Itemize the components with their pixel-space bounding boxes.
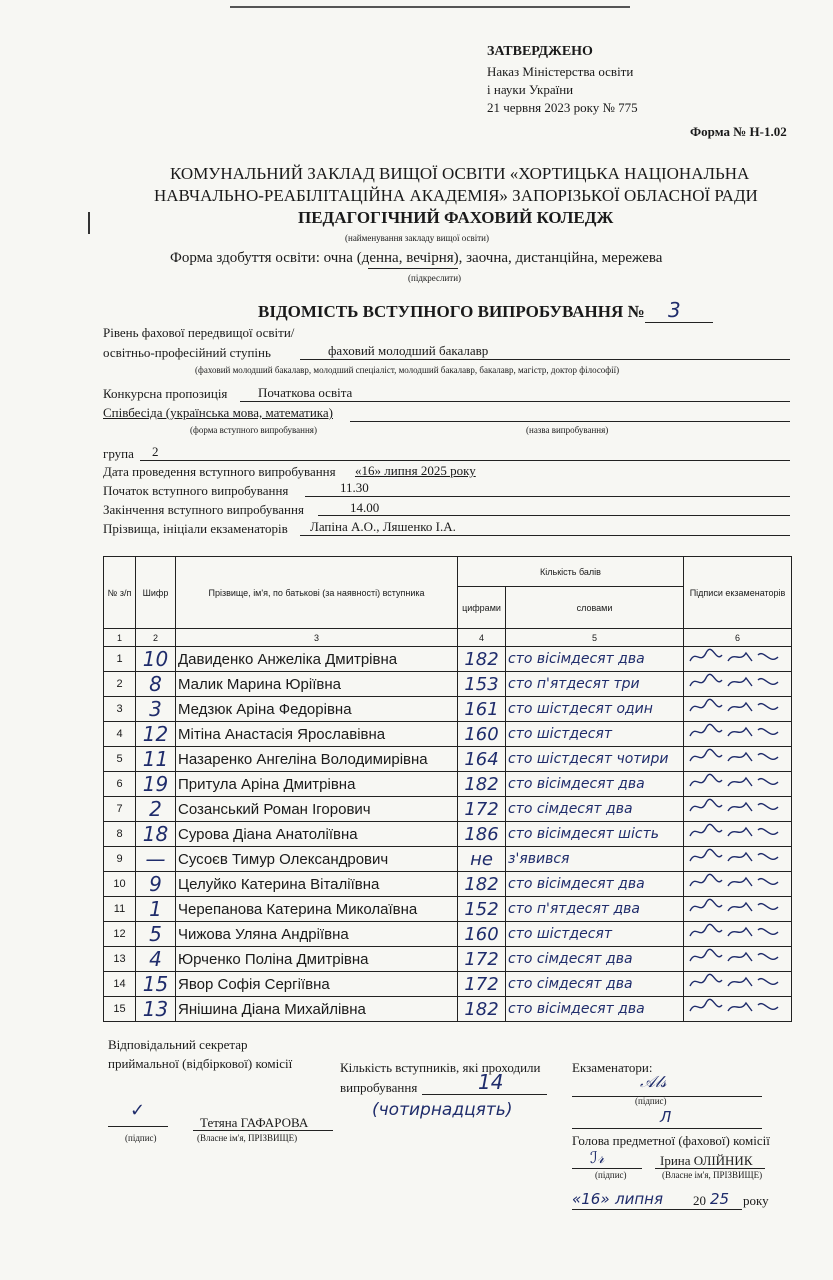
row-signatures [684, 772, 792, 797]
row-cipher: 5 [136, 922, 176, 947]
signature-scribble [686, 897, 786, 917]
header-num: № з/п [104, 557, 136, 629]
count-label2: випробування [340, 1080, 418, 1095]
secretary-signature: ✓ [130, 1100, 146, 1121]
row-name: Созанський Роман Ігорович [176, 797, 458, 822]
row-cipher: 1 [136, 897, 176, 922]
row-score-words: сто сімдесят два [506, 972, 684, 997]
row-cipher: 11 [136, 747, 176, 772]
institution-line1: КОМУНАЛЬНИЙ ЗАКЛАД ВИЩОЇ ОСВІТИ «ХОРТИЦЬКА НАЦІОНАЛЬНА [170, 164, 750, 183]
group-value: 2 [152, 444, 159, 459]
row-number: 11 [104, 897, 136, 922]
row-number: 12 [104, 922, 136, 947]
signature-scribble [686, 847, 786, 867]
table-row [104, 672, 792, 697]
table-row [104, 897, 792, 922]
footer-date-day: «16» [572, 1190, 610, 1208]
row-name: Сурова Діана Анатоліївна [176, 822, 458, 847]
count-label1: Кількість вступників, які проходили [340, 1060, 541, 1075]
results-table [103, 556, 792, 1022]
row-signatures [684, 947, 792, 972]
secretary-name-line [193, 1130, 333, 1131]
exam-caption-left: (форма вступного випробування) [190, 425, 317, 435]
col-number-2: 2 [136, 629, 176, 647]
level-label2: освітньо-професійний ступінь [103, 345, 271, 360]
row-score-words: з'явився [506, 847, 684, 872]
signature-scribble [686, 747, 786, 767]
row-cipher: 15 [136, 972, 176, 997]
study-form: Форма здобуття освіти: очна (денна, вечірня), заочна, дистанційна, мережева [170, 250, 663, 266]
commission-name-line [655, 1168, 765, 1169]
approval-line2: і науки України [487, 82, 574, 97]
row-cipher: 4 [136, 947, 176, 972]
approval-line1: Наказ Міністерства освіти [487, 64, 634, 79]
document-title: ВІДОМІСТЬ ВСТУПНОГО ВИПРОБУВАННЯ № [258, 302, 645, 321]
footer-date-month: липня [615, 1190, 663, 1208]
date-value: «16» липня 2025 року [355, 463, 476, 478]
col-number-5: 5 [506, 629, 684, 647]
level-underline [300, 359, 790, 360]
secretary-sign-caption: (підпис) [125, 1133, 157, 1143]
row-score-digits: 172 [458, 947, 506, 972]
page-top-edge [230, 0, 630, 8]
row-score-words: сто п'ятдесят два [506, 897, 684, 922]
row-score-words: сто вісімдесят два [506, 772, 684, 797]
signature-scribble [686, 822, 786, 842]
signature-scribble [686, 722, 786, 742]
row-score-digits: 186 [458, 822, 506, 847]
competition-underline [240, 401, 790, 402]
row-number: 2 [104, 672, 136, 697]
row-score-digits: 160 [458, 722, 506, 747]
row-name: Чижова Уляна Андріївна [176, 922, 458, 947]
examiner-line-1 [572, 1096, 762, 1097]
row-score-digits: 152 [458, 897, 506, 922]
row-signatures [684, 972, 792, 997]
row-score-words: сто шістдесят [506, 722, 684, 747]
group-underline [140, 460, 790, 461]
secretary-label1: Відповідальний секретар [108, 1037, 248, 1052]
row-score-digits: 182 [458, 997, 506, 1022]
start-value: 11.30 [340, 480, 369, 495]
row-signatures [684, 672, 792, 697]
document-title-number: 3 [668, 298, 681, 322]
signature-scribble [686, 697, 786, 717]
table-row [104, 972, 792, 997]
table-row [104, 647, 792, 672]
row-signatures [684, 922, 792, 947]
examiner-signature-1: 𝒜𝓁𝓈 [640, 1072, 667, 1091]
row-cipher: 2 [136, 797, 176, 822]
row-number: 4 [104, 722, 136, 747]
footer-date-suffix: року [743, 1193, 769, 1208]
row-cipher: 19 [136, 772, 176, 797]
row-score-digits: 161 [458, 697, 506, 722]
row-number: 7 [104, 797, 136, 822]
row-cipher: 10 [136, 647, 176, 672]
row-number: 3 [104, 697, 136, 722]
row-score-digits: 153 [458, 672, 506, 697]
table-row [104, 747, 792, 772]
table-row [104, 697, 792, 722]
footer-date-year-suffix: 25 [710, 1190, 730, 1208]
table-row [104, 772, 792, 797]
table-row [104, 872, 792, 897]
row-score-digits: 172 [458, 797, 506, 822]
signature-scribble [686, 672, 786, 692]
approval-title: ЗАТВЕРДЖЕНО [487, 44, 593, 59]
level-caption: (фаховий молодший бакалавр, молодший спеціаліст, молодший бакалавр, бакалавр, магістр, доктор філософії) [195, 365, 620, 375]
row-name: Давиденко Анжеліка Дмитрівна [176, 647, 458, 672]
table-row [104, 797, 792, 822]
col-number-3: 3 [176, 629, 458, 647]
col-number-1: 1 [104, 629, 136, 647]
table-row [104, 722, 792, 747]
signature-scribble [686, 647, 786, 667]
institution-caption: (найменування закладу вищої освіти) [345, 233, 489, 243]
row-name: Притула Аріна Дмитрівна [176, 772, 458, 797]
row-cipher: 9 [136, 872, 176, 897]
row-name: Черепанова Катерина Миколаївна [176, 897, 458, 922]
row-signatures [684, 822, 792, 847]
secretary-sign-line [108, 1126, 168, 1127]
study-form-caption: (підкреслити) [408, 273, 462, 283]
commission-signature: ℐ𝓇 [590, 1148, 605, 1167]
group-label: група [103, 446, 134, 461]
row-signatures [684, 997, 792, 1022]
row-signatures [684, 797, 792, 822]
col-number-4: 4 [458, 629, 506, 647]
examiners-label: Прізвища, ініціали екзаменаторів [103, 521, 288, 536]
count-words: (чотирнадцять) [372, 1100, 513, 1120]
row-signatures [684, 697, 792, 722]
date-label: Дата проведення вступного випробування [103, 464, 336, 479]
commission-sign-line [572, 1168, 642, 1169]
signature-scribble [686, 872, 786, 892]
signature-scribble [686, 922, 786, 942]
row-number: 1 [104, 647, 136, 672]
header-words: словами [506, 587, 684, 629]
row-score-digits: 160 [458, 922, 506, 947]
row-score-words: сто п'ятдесят три [506, 672, 684, 697]
table-row [104, 947, 792, 972]
row-signatures [684, 872, 792, 897]
footer-date-year-prefix: 20 [693, 1193, 706, 1208]
signature-scribble [686, 797, 786, 817]
row-name: Янішина Діана Михайлівна [176, 997, 458, 1022]
commission-name: Ірина ОЛІЙНИК [660, 1153, 753, 1168]
study-form-underline [368, 268, 458, 269]
institution-line2: НАВЧАЛЬНО-РЕАБІЛІТАЦІЙНА АКАДЕМІЯ» ЗАПОРІЗЬКОЇ ОБЛАСНОЇ РАДИ [154, 186, 758, 205]
row-name: Явор Софія Сергіївна [176, 972, 458, 997]
row-score-digits: 182 [458, 872, 506, 897]
row-score-words: сто сімдесят два [506, 947, 684, 972]
examiner-signature-2: Л [660, 1108, 672, 1126]
row-cipher: — [136, 847, 176, 872]
row-number: 14 [104, 972, 136, 997]
end-label: Закінчення вступного випробування [103, 502, 304, 517]
exam-caption-right: (назва випробування) [526, 425, 609, 435]
table-row [104, 822, 792, 847]
header-name: Прізвище, ім'я, по батькові (за наявності) вступника [176, 557, 458, 629]
row-score-words: сто вісімдесят два [506, 647, 684, 672]
margin-mark [88, 212, 90, 234]
count-value: 14 [478, 1070, 504, 1094]
start-label: Початок вступного випробування [103, 483, 289, 498]
row-signatures [684, 747, 792, 772]
row-number: 9 [104, 847, 136, 872]
approval-line3: 21 червня 2023 року № 775 [487, 100, 638, 115]
examiner-line-2 [572, 1128, 762, 1129]
title-number-line [645, 322, 713, 323]
competition-value: Початкова освіта [258, 385, 353, 400]
row-number: 15 [104, 997, 136, 1022]
signature-scribble [686, 772, 786, 792]
secretary-name: Тетяна ГАФАРОВА [200, 1115, 309, 1130]
row-number: 10 [104, 872, 136, 897]
signature-scribble [686, 972, 786, 992]
examiners-underline [300, 535, 790, 536]
secretary-label2: приймальної (відбіркової) комісії [108, 1056, 293, 1071]
table-row [104, 997, 792, 1022]
header-cipher: Шифр [136, 557, 176, 629]
examiner-sign-caption: (підпис) [635, 1096, 667, 1106]
examiners-value: Лапіна А.О., Ляшенко І.А. [310, 519, 456, 534]
row-score-words: сто сімдесят два [506, 797, 684, 822]
row-score-digits: 182 [458, 772, 506, 797]
row-number: 8 [104, 822, 136, 847]
row-cipher: 8 [136, 672, 176, 697]
commission-sign-caption: (підпис) [595, 1170, 627, 1180]
row-name: Медзюк Аріна Федорівна [176, 697, 458, 722]
commission-name-caption: (Власне ім'я, ПРІЗВИЩЕ) [662, 1170, 763, 1180]
exam-underline [350, 421, 790, 422]
row-name: Сусоєв Тимур Олександрович [176, 847, 458, 872]
footer-date-underline [572, 1209, 742, 1210]
end-value: 14.00 [350, 500, 380, 515]
row-name: Назаренко Ангеліна Володимирівна [176, 747, 458, 772]
row-signatures [684, 847, 792, 872]
header-score: Кількість балів [458, 557, 684, 587]
row-cipher: 13 [136, 997, 176, 1022]
exam-value: Співбесіда (українська мова, математика) [103, 405, 333, 420]
row-number: 13 [104, 947, 136, 972]
institution-line3: ПЕДАГОГІЧНИЙ ФАХОВИЙ КОЛЕДЖ [298, 208, 614, 227]
col-number-6: 6 [684, 629, 792, 647]
row-score-words: сто шістдесят один [506, 697, 684, 722]
form-code: Форма № Н-1.02 [690, 124, 787, 139]
end-underline [318, 515, 790, 516]
row-score-digits: 182 [458, 647, 506, 672]
row-cipher: 3 [136, 697, 176, 722]
row-cipher: 12 [136, 722, 176, 747]
level-value: фаховий молодший бакалавр [328, 343, 489, 358]
signature-scribble [686, 947, 786, 967]
header-signatures: Підписи екзаменаторів [684, 557, 792, 629]
competition-label: Конкурсна пропозиція [103, 386, 228, 401]
row-signatures [684, 722, 792, 747]
secretary-name-caption: (Власне ім'я, ПРІЗВИЩЕ) [197, 1133, 298, 1143]
table-row [104, 922, 792, 947]
row-name: Целуйко Катерина Віталіївна [176, 872, 458, 897]
start-underline [305, 496, 790, 497]
row-score-words: сто вісімдесят два [506, 872, 684, 897]
examiners-footer-label: Екзаменатори: [572, 1060, 653, 1075]
row-score-words: сто вісімдесят два [506, 997, 684, 1022]
row-score-digits: не [458, 847, 506, 872]
row-number: 6 [104, 772, 136, 797]
table-row [104, 847, 792, 872]
row-score-digits: 164 [458, 747, 506, 772]
count-underline [422, 1094, 547, 1095]
row-signatures [684, 647, 792, 672]
commission-label: Голова предметної (фахової) комісії [572, 1133, 770, 1148]
row-score-digits: 172 [458, 972, 506, 997]
row-number: 5 [104, 747, 136, 772]
row-name: Юрченко Поліна Дмитрівна [176, 947, 458, 972]
row-score-words: сто шістдесят чотири [506, 747, 684, 772]
level-label1: Рівень фахової передвищої освіти/ [103, 325, 295, 340]
row-name: Малик Марина Юріївна [176, 672, 458, 697]
row-score-words: сто вісімдесят шість [506, 822, 684, 847]
row-cipher: 18 [136, 822, 176, 847]
row-name: Мітіна Анастасія Ярославівна [176, 722, 458, 747]
header-digits: цифрами [458, 587, 506, 629]
signature-scribble [686, 997, 786, 1017]
row-signatures [684, 897, 792, 922]
row-score-words: сто шістдесят [506, 922, 684, 947]
